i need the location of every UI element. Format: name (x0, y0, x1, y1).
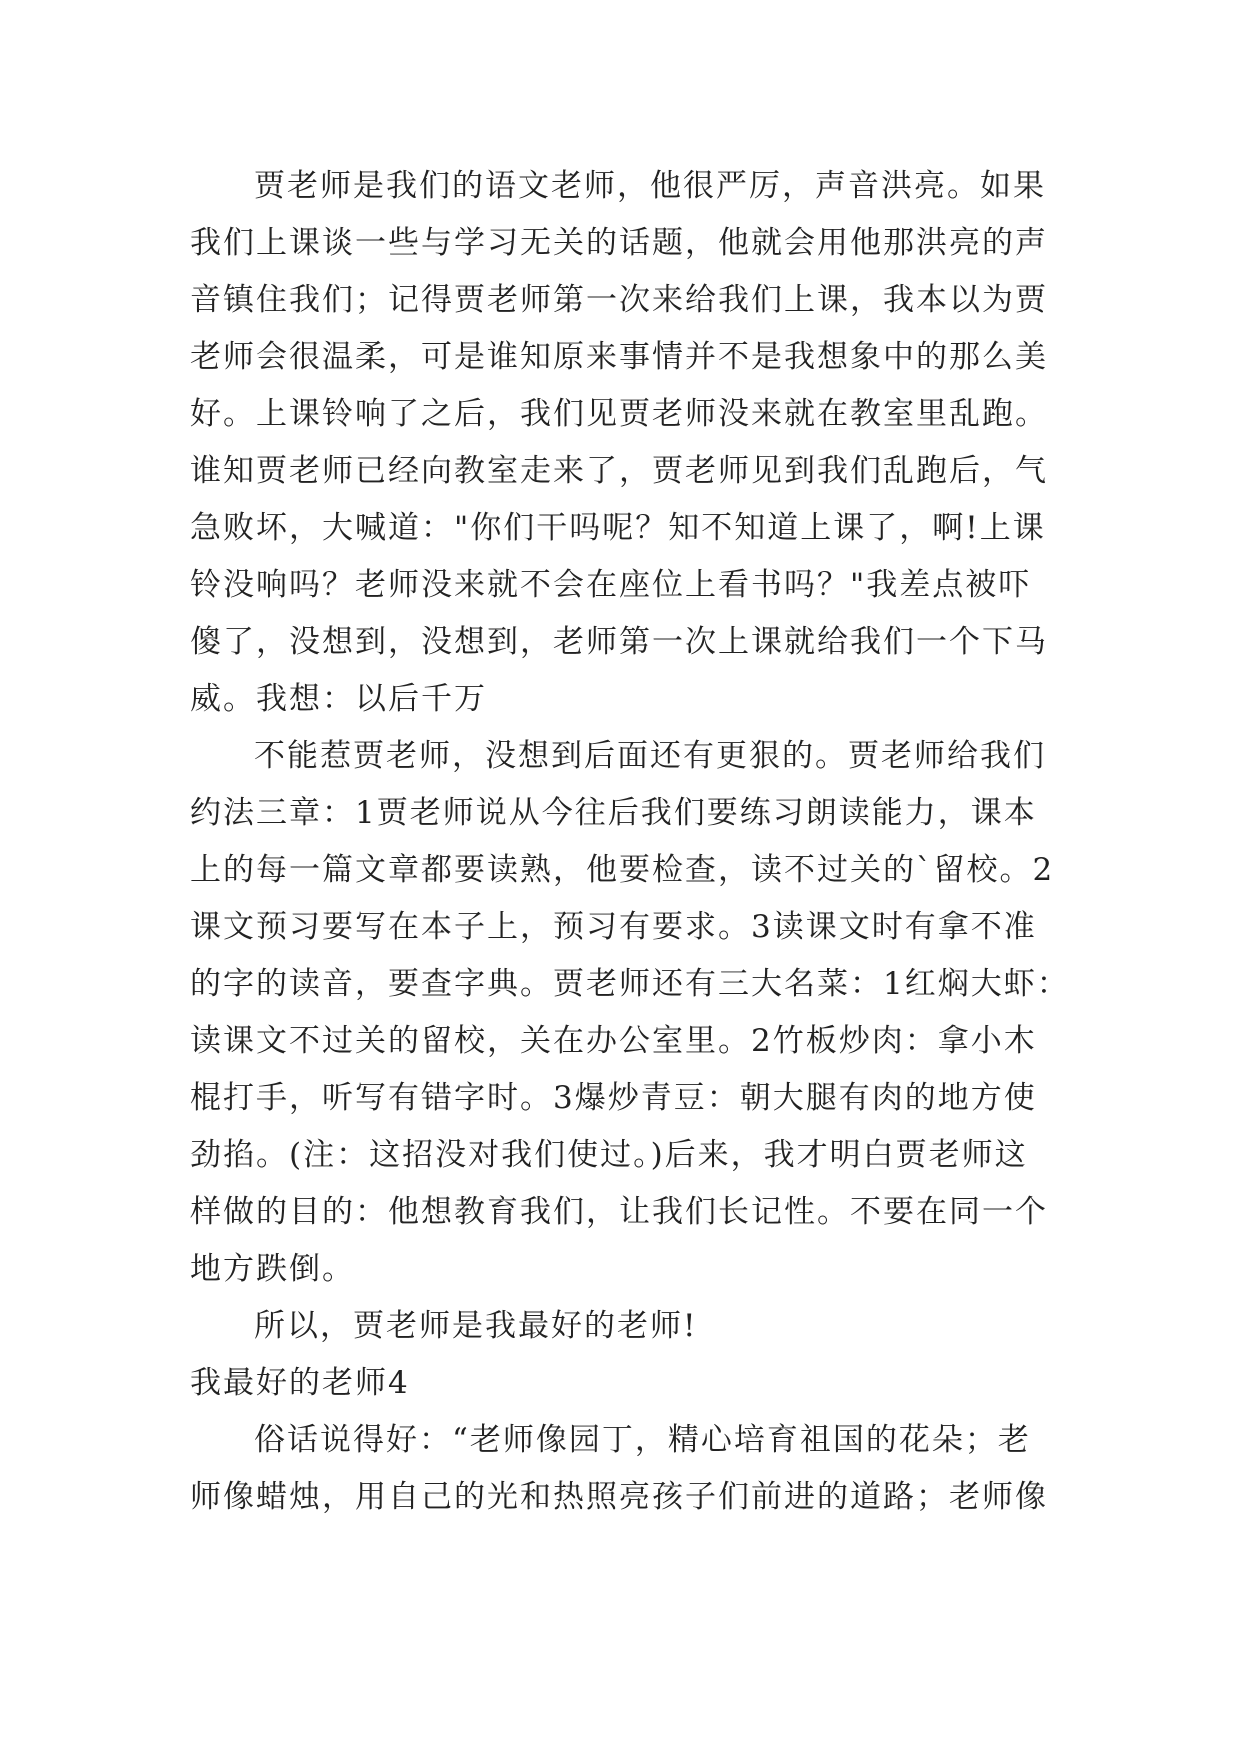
text-line: 老师会很温柔，可是谁知原来事情并不是我想象中的那么美 (190, 339, 1048, 375)
text-line: 师像蜡烛，用自己的光和热照亮孩子们前进的道路；老师像 (190, 1479, 1048, 1515)
text-line: 音镇住我们；记得贾老师第一次来给我们上课，我本以为贾 (190, 282, 1048, 318)
text-line: 好。上课铃响了之后，我们见贾老师没来就在教室里乱跑。 (190, 396, 1048, 432)
text-line: 棍打手，听写有错字时。3爆炒青豆：朝大腿有肉的地方使 (190, 1080, 1037, 1116)
text-line: 急败坏，大喊道："你们干吗呢？知不知道上课了，啊!上课 (190, 510, 1046, 546)
text-line: 读课文不过关的留校，关在办公室里。2竹板炒肉：拿小木 (190, 1023, 1037, 1059)
text-line: 约法三章：1贾老师说从今往后我们要练习朗读能力，课本 (190, 795, 1037, 831)
section-heading: 我最好的老师4 (190, 1365, 410, 1401)
text-line: 威。我想：以后千万 (190, 681, 487, 717)
document-body (190, 158, 1070, 1526)
text-line: 劲掐。(注：这招没对我们使过。)后来，我才明白贾老师这 (190, 1137, 1028, 1173)
text-line: 铃没响吗？老师没来就不会在座位上看书吗？"我差点被吓 (190, 567, 1032, 603)
text-line: 贾老师是我们的语文老师，他很严厉，声音洪亮。如果 (254, 168, 1046, 204)
text-line: 的字的读音，要查字典。贾老师还有三大名菜：1红焖大虾： (190, 966, 1070, 1002)
text-line: 谁知贾老师已经向教室走来了，贾老师见到我们乱跑后，气 (190, 453, 1048, 489)
text-line: 课文预习要写在本子上，预习有要求。3读课文时有拿不准 (190, 909, 1037, 945)
text-line: 地方跌倒。 (190, 1251, 355, 1287)
text-line: 我们上课谈一些与学习无关的话题，他就会用他那洪亮的声 (190, 225, 1048, 261)
text-line: 不能惹贾老师，没想到后面还有更狠的。贾老师给我们 (254, 738, 1046, 774)
text-line: 所以，贾老师是我最好的老师! (254, 1308, 698, 1344)
text-line: 样做的目的：他想教育我们，让我们长记性。不要在同一个 (190, 1194, 1048, 1230)
text-line: 上的每一篇文章都要读熟，他要检查，读不过关的`留校。2 (190, 852, 1055, 888)
text-line: 俗话说得好：“老师像园丁，精心培育祖国的花朵；老 (254, 1422, 1031, 1458)
text-line: 傻了，没想到，没想到，老师第一次上课就给我们一个下马 (190, 624, 1048, 660)
